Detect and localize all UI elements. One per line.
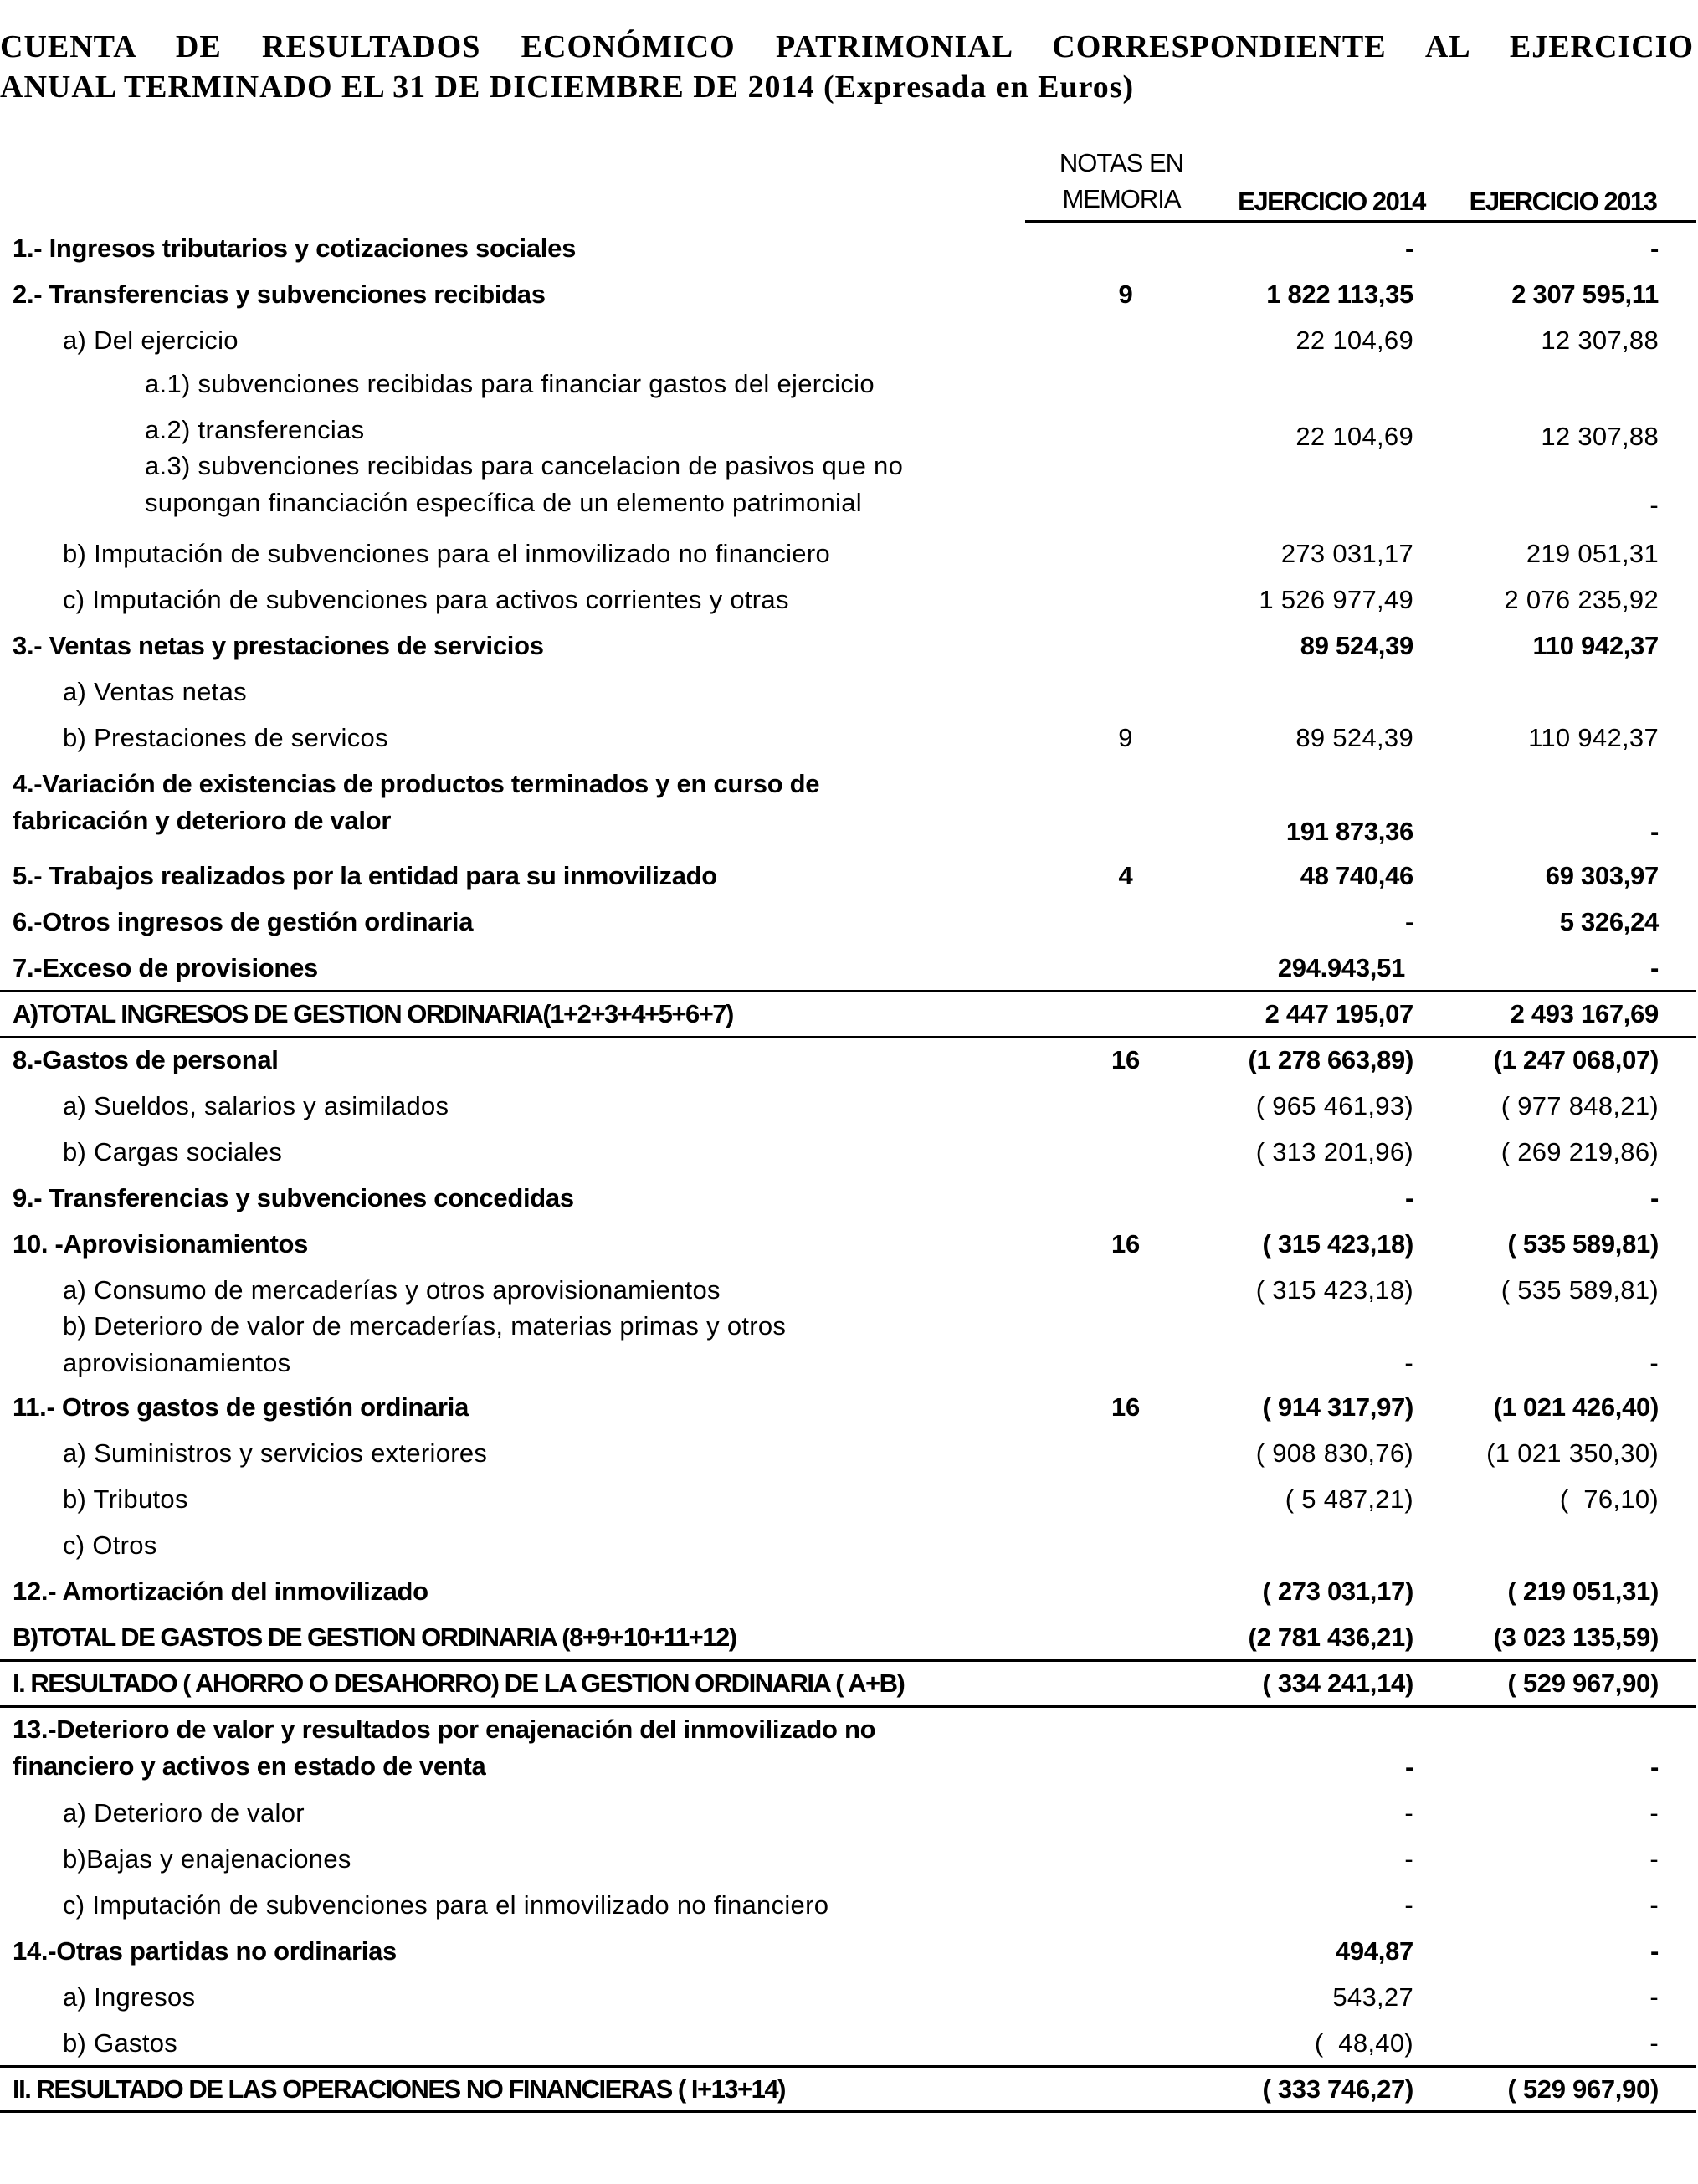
ejercicio-2013-cell: - (1649, 2028, 1659, 2058)
ejercicio-2013-header: EJERCICIO 2013 (1469, 187, 1657, 216)
ejercicio-2014-cell: 1 822 113,35 (1266, 279, 1413, 309)
row-label: a) Del ejercicio (63, 326, 239, 355)
row-label: II. RESULTADO DE LAS OPERACIONES NO FINANCIERAS ( I+13+14) (13, 2074, 785, 2104)
ejercicio-2014-cell: 294.943,51 (1277, 953, 1405, 982)
row-label-line-2: financiero y activos en estado de venta (13, 1751, 486, 1781)
row-label: 7.-Exceso de provisiones (13, 953, 318, 982)
ejercicio-2013-cell: (1 247 068,07) (1493, 1045, 1659, 1074)
ejercicio-2014-header: EJERCICIO 2014 (1238, 187, 1425, 216)
row-label: b) Prestaciones de servicos (63, 723, 388, 752)
row-label: a) Consumo de mercaderías y otros aprovisionamientos (63, 1275, 721, 1305)
ejercicio-2014-cell: - (1404, 1183, 1413, 1212)
ejercicio-2014-cell: - (1404, 1890, 1413, 1920)
ejercicio-2014-cell: ( 315 423,18) (1262, 1229, 1413, 1259)
ejercicio-2013-cell: ( 529 967,90) (1507, 2074, 1659, 2104)
ejercicio-2013-cell: - (1649, 1183, 1659, 1212)
ejercicio-2014-cell: - (1404, 1752, 1413, 1782)
row-label: 2.- Transferencias y subvenciones recibidas (13, 279, 546, 309)
ejercicio-2014-cell: ( 333 746,27) (1262, 2074, 1413, 2104)
ejercicio-2014-cell: - (1404, 1798, 1413, 1828)
row-label: c) Imputación de subvenciones para el inmovilizado no financiero (63, 1890, 829, 1920)
ejercicio-2013-cell: (1 021 426,40) (1493, 1392, 1659, 1422)
ejercicio-2014-cell: ( 48,40) (1314, 2028, 1413, 2058)
ejercicio-2013-cell: (1 021 350,30) (1486, 1438, 1659, 1468)
ejercicio-2013-cell: - (1649, 1890, 1659, 1920)
total-rule-line (0, 1659, 1696, 1662)
total-rule-line (0, 990, 1696, 992)
row-label-line-2: supongan financiación específica de un elemento patrimonial (145, 488, 862, 517)
ejercicio-2013-cell: 12 307,88 (1541, 326, 1659, 355)
ejercicio-2014-cell: - (1404, 233, 1413, 263)
ejercicio-2014-cell: 543,27 (1332, 1982, 1413, 2012)
ejercicio-2013-cell: (3 023 135,59) (1493, 1623, 1659, 1652)
nota-memoria-cell: 16 (1111, 1229, 1140, 1259)
ejercicio-2014-cell: 48 740,46 (1300, 861, 1413, 890)
row-label: 6.-Otros ingresos de gestión ordinaria (13, 907, 474, 936)
ejercicio-2013-cell: - (1649, 1844, 1659, 1874)
ejercicio-2014-cell: 191 873,36 (1285, 817, 1413, 846)
ejercicio-2014-cell: ( 908 830,76) (1255, 1438, 1413, 1468)
total-rule-line (0, 1705, 1696, 1708)
row-label: 14.-Otras partidas no ordinarias (13, 1936, 397, 1966)
ejercicio-2014-cell: 22 104,69 (1295, 422, 1413, 451)
ejercicio-2013-cell: ( 529 967,90) (1507, 1669, 1659, 1698)
row-label: 5.- Trabajos realizados por la entidad para su inmovilizado (13, 861, 717, 890)
ejercicio-2013-cell: 219 051,31 (1526, 539, 1659, 568)
row-label: 3.- Ventas netas y prestaciones de servicios (13, 631, 544, 660)
row-label: a.2) transferencias (145, 415, 365, 444)
total-rule-line (0, 2065, 1696, 2068)
row-label: b)Bajas y enajenaciones (63, 1844, 351, 1874)
row-label: 1.- Ingresos tributarios y cotizaciones sociales (13, 233, 577, 263)
ejercicio-2013-cell: - (1649, 953, 1659, 982)
nota-memoria-cell: 16 (1111, 1392, 1140, 1422)
row-label: a) Deterioro de valor (63, 1798, 305, 1828)
ejercicio-2013-cell: 5 326,24 (1559, 907, 1659, 936)
ejercicio-2013-cell: - (1649, 817, 1659, 846)
ejercicio-2014-cell: 1 526 977,49 (1259, 585, 1413, 614)
ejercicio-2014-cell: - (1404, 1844, 1413, 1874)
ejercicio-2014-cell: - (1404, 1348, 1413, 1377)
nota-memoria-cell: 4 (1118, 861, 1133, 890)
row-label: a) Sueldos, salarios y asimilados (63, 1091, 449, 1120)
row-label: a) Ingresos (63, 1982, 196, 2012)
ejercicio-2013-cell: ( 535 589,81) (1500, 1275, 1659, 1305)
nota-memoria-cell: 16 (1111, 1045, 1140, 1074)
ejercicio-2014-cell: ( 273 031,17) (1262, 1576, 1413, 1606)
row-label-line-1: 13.-Deterioro de valor y resultados por enajenación del inmovilizado no (13, 1715, 876, 1744)
row-label: a) Suministros y servicios exteriores (63, 1438, 488, 1468)
row-label: 12.- Amortización del inmovilizado (13, 1576, 428, 1606)
row-label (145, 448, 903, 521)
ejercicio-2013-cell: ( 535 589,81) (1507, 1229, 1659, 1259)
row-label (13, 1711, 875, 1785)
row-label: b) Imputación de subvenciones para el inmovilizado no financiero (63, 539, 831, 568)
ejercicio-2013-cell: ( 977 848,21) (1500, 1091, 1659, 1120)
row-label: a) Ventas netas (63, 677, 247, 706)
row-label: B)TOTAL DE GASTOS DE GESTION ORDINARIA (8+9+10+11+12) (13, 1623, 736, 1652)
row-label: 11.- Otros gastos de gestión ordinaria (13, 1392, 469, 1422)
ejercicio-2014-cell: ( 914 317,97) (1262, 1392, 1413, 1422)
total-rule-line (0, 1036, 1696, 1038)
ejercicio-2013-cell: 2 493 167,69 (1510, 999, 1659, 1028)
ejercicio-2013-cell: 2 076 235,92 (1504, 585, 1659, 614)
total-rule-line (0, 2110, 1696, 2113)
ejercicio-2014-cell: ( 315 423,18) (1255, 1275, 1413, 1305)
ejercicio-2013-cell: 12 307,88 (1541, 422, 1659, 451)
ejercicio-2013-cell: 110 942,37 (1532, 631, 1659, 660)
ejercicio-2014-cell: ( 5 487,21) (1285, 1484, 1413, 1514)
ejercicio-2013-cell: 2 307 595,11 (1511, 279, 1659, 309)
ejercicio-2013-cell: - (1649, 1348, 1659, 1377)
row-label-line-1: b) Deterioro de valor de mercaderías, materias primas y otros (63, 1311, 787, 1341)
row-label: c) Otros (63, 1530, 157, 1560)
ejercicio-2013-cell: 69 303,97 (1545, 861, 1659, 890)
nota-memoria-cell: 9 (1118, 279, 1133, 309)
ejercicio-2013-cell: - (1649, 490, 1659, 520)
row-label: A)TOTAL INGRESOS DE GESTION ORDINARIA(1+2+3+4+5+6+7) (13, 999, 733, 1028)
ejercicio-2014-cell: 2 447 195,07 (1265, 999, 1413, 1028)
ejercicio-2013-cell: ( 269 219,86) (1500, 1137, 1659, 1166)
row-label: b) Gastos (63, 2028, 178, 2058)
report-title-line-1: CUENTA DE RESULTADOS ECONÓMICO PATRIMONIAL CORRESPONDIENTE AL EJERCICIO (0, 29, 1694, 64)
ejercicio-2014-cell: 273 031,17 (1280, 539, 1413, 568)
ejercicio-2014-cell: ( 334 241,14) (1262, 1669, 1413, 1698)
row-label: 8.-Gastos de personal (13, 1045, 279, 1074)
row-label-line-1: a.3) subvenciones recibidas para cancelacion de pasivos que no (145, 451, 904, 480)
row-label: 10. -Aprovisionamientos (13, 1229, 309, 1259)
ejercicio-2013-cell: ( 219 051,31) (1507, 1576, 1659, 1606)
report-title-line-2: ANUAL TERMINADO EL 31 DE DICIEMBRE DE 2014 (Expresada en Euros) (0, 69, 1135, 105)
row-label-line-1: 4.-Variación de existencias de productos terminados y en curso de (13, 769, 820, 798)
ejercicio-2013-cell: 110 942,37 (1528, 723, 1659, 752)
row-label: b) Cargas sociales (63, 1137, 283, 1166)
row-label (13, 766, 819, 839)
row-label: a.1) subvenciones recibidas para financiar gastos del ejercicio (145, 369, 875, 398)
row-label (63, 1308, 786, 1382)
ejercicio-2013-cell: - (1649, 1752, 1659, 1782)
ejercicio-2013-cell: ( 76,10) (1559, 1484, 1659, 1514)
ejercicio-2013-cell: - (1649, 1798, 1659, 1828)
ejercicio-2014-cell: 89 524,39 (1295, 723, 1413, 752)
ejercicio-2014-cell: ( 313 201,96) (1255, 1137, 1413, 1166)
row-label-line-2: fabricación y deterioro de valor (13, 806, 392, 835)
ejercicio-2014-cell: ( 965 461,93) (1255, 1091, 1413, 1120)
ejercicio-2014-cell: 494,87 (1335, 1936, 1413, 1966)
ejercicio-2014-cell: - (1404, 907, 1413, 936)
nota-memoria-cell: 9 (1118, 723, 1133, 752)
notas-header-line-2: MEMORIA (1062, 184, 1181, 213)
row-label: b) Tributos (63, 1484, 188, 1514)
ejercicio-2013-cell: - (1649, 1982, 1659, 2012)
ejercicio-2014-cell: (2 781 436,21) (1248, 1623, 1413, 1652)
notas-header-line-1: NOTAS EN (1059, 148, 1184, 177)
ejercicio-2013-cell: - (1649, 1936, 1659, 1966)
ejercicio-2014-cell: 22 104,69 (1295, 326, 1413, 355)
row-label: I. RESULTADO ( AHORRO O DESAHORRO) DE LA GESTION ORDINARIA ( A+B) (13, 1669, 905, 1698)
row-label: 9.- Transferencias y subvenciones concedidas (13, 1183, 574, 1212)
row-label-line-2: aprovisionamientos (63, 1348, 291, 1377)
ejercicio-2013-cell: - (1649, 233, 1659, 263)
row-label: c) Imputación de subvenciones para activos corrientes y otras (63, 585, 789, 614)
ejercicio-2014-cell: (1 278 663,89) (1248, 1045, 1413, 1074)
ejercicio-2014-cell: 89 524,39 (1300, 631, 1413, 660)
